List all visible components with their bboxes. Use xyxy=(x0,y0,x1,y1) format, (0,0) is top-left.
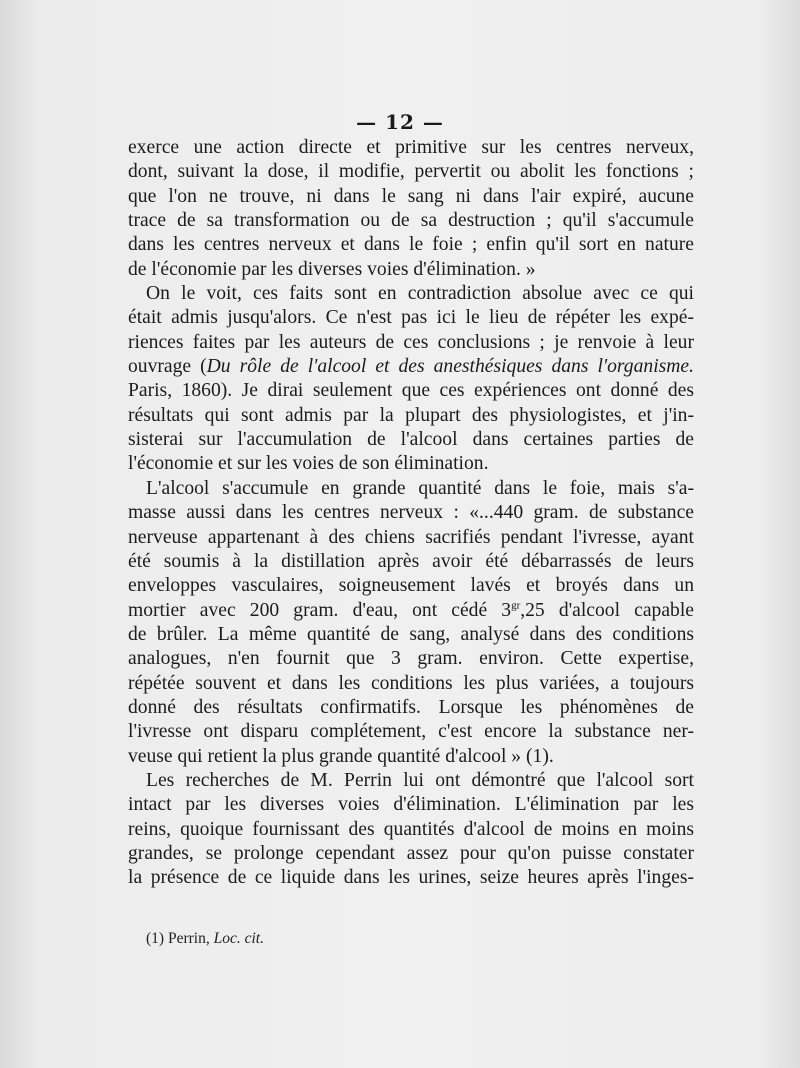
text-segment: ouvrage ( xyxy=(128,356,207,378)
text-line: L'alcool s'accumule en grande quantité dans le foie, mais s'a- xyxy=(146,477,694,499)
text-line: veuse qui retient la plus grande quantité d'alcool » (1). xyxy=(128,745,554,767)
text-line: exerce une action directe et primitive sur les centres nerveux, xyxy=(128,137,694,158)
text-line: donné des résultats confirmatifs. Lorsque les phénomènes de xyxy=(128,696,694,718)
text-segment: mortier avec 200 gram. d'eau, ont cédé 3 xyxy=(128,599,512,621)
text-line: Paris, 1860). Je dirai seulement que ces expériences ont donné des xyxy=(128,380,694,402)
text-line: l'économie et sur les voies de son élimination. xyxy=(128,453,489,475)
text-line: nerveuse appartenant à des chiens sacrifiés pendant l'ivresse, ayant xyxy=(128,526,694,548)
text-line: reins, quoique fournissant des quantités d'alcool de moins en moins xyxy=(128,818,694,840)
text-line: enveloppes vasculaires, soigneusement lavés et broyés dans un xyxy=(128,575,694,597)
footnote-marker: (1) Perrin, xyxy=(146,930,214,947)
text-line: Les recherches de M. Perrin lui ont démontré que l'alcool sort xyxy=(146,769,694,791)
text-line: de brûler. La même quantité de sang, analysé dans des conditions xyxy=(128,623,694,645)
footnote xyxy=(146,930,264,948)
text-line: On le voit, ces faits sont en contradiction absolue avec ce qui xyxy=(146,283,694,305)
text-line: de l'économie par les diverses voies d'élimination. » xyxy=(128,258,536,280)
text-line: que l'on ne trouve, ni dans le sang ni dans l'air expiré, aucune xyxy=(128,185,694,207)
text-line: sisterai sur l'accumulation de l'alcool dans certaines parties de xyxy=(128,429,694,451)
text-line xyxy=(128,599,694,623)
text-line: grandes, se prolonge cependant assez pour qu'on puisse constater xyxy=(128,842,694,864)
text-line: intact par les diverses voies d'élimination. L'élimination par les xyxy=(128,794,694,816)
body-text xyxy=(128,136,694,891)
text-line: dans les centres nerveux et dans le foie ; enfin qu'il sort en nature xyxy=(128,234,694,256)
text-line: riences faites par les auteurs de ces conclusions ; je renvoie à leur xyxy=(128,331,694,353)
text-line: masse aussi dans les centres nerveux : «...440 gram. de substance xyxy=(128,502,694,524)
footnote-reference: Loc. cit. xyxy=(213,930,264,947)
text-line: été soumis à la distillation après avoir été débarrassés de leurs xyxy=(128,550,694,572)
text-segment: ,25 d'alcool capable xyxy=(520,599,694,621)
text-line: l'ivresse ont disparu complétement, c'est encore la substance ner- xyxy=(128,721,694,743)
superscript: gr xyxy=(511,599,521,611)
text-line: était admis jusqu'alors. Ce n'est pas ici le lieu de répéter les expé- xyxy=(128,307,694,329)
text-line: répétée souvent et dans les conditions les plus variées, a toujours xyxy=(128,672,694,694)
page-number: — 12 — xyxy=(356,110,444,134)
text-line: analogues, n'en fournit que 3 gram. environ. Cette expertise, xyxy=(128,648,694,670)
text-line: trace de sa transformation ou de sa destruction ; qu'il s'accumule xyxy=(128,210,694,232)
text-line: dont, suivant la dose, il modifie, pervertit ou abolit les fonctions ; xyxy=(128,161,694,183)
book-title: Du rôle de l'alcool et des anesthésiques dans l'organisme. xyxy=(206,356,695,378)
text-line: la présence de ce liquide dans les urines, seize heures après l'inges- xyxy=(128,867,694,889)
text-line: résultats qui sont admis par la plupart des physiologistes, et j'in- xyxy=(128,404,694,426)
text-line xyxy=(128,355,694,379)
